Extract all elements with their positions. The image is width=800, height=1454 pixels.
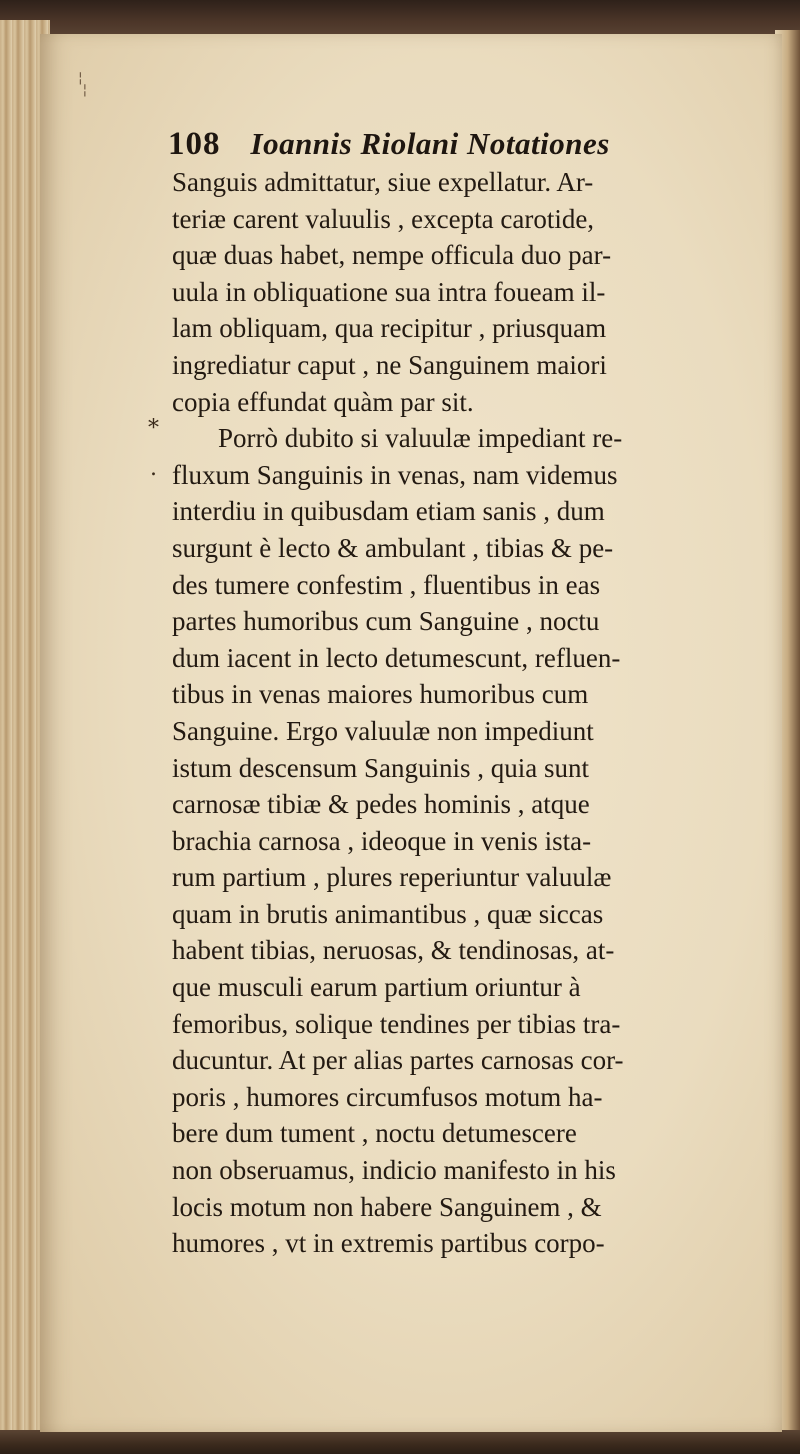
text-line: copia effundat quàm par sit. <box>172 386 474 417</box>
text-line: poris , humores circumfusos motum ha- <box>172 1081 603 1112</box>
page-number: 108 <box>168 126 221 162</box>
text-line: fluxum Sanguinis in venas, nam videmus <box>172 459 618 490</box>
text-line: brachia carnosa , ideoque in venis ista- <box>172 825 592 856</box>
text-line: ingrediatur caput , ne Sanguinem maiori <box>172 349 607 380</box>
text-line: Sanguis admittatur, siue expellatur. Ar- <box>172 167 594 197</box>
margin-asterisk-mark: * <box>148 416 159 441</box>
text-line: istum descensum Sanguinis , quia sunt <box>172 752 589 783</box>
text-line: teriæ carent valuulis , excepta carotide, <box>172 203 595 234</box>
text-line: humores , vt in extremis partibus corpo- <box>172 1228 605 1259</box>
top-binding-edge <box>0 0 800 38</box>
text-line: bere dum tument , noctu detumescere <box>172 1118 577 1149</box>
paragraph-start-line: Porrò dubito si valuulæ impediant re- <box>218 423 623 454</box>
text-line: Sanguine. Ergo valuulæ non impediunt <box>172 715 594 746</box>
text-line: tibus in venas maiores humoribus cum <box>172 679 589 710</box>
text-line: carnosæ tibiæ & pedes hominis , atque <box>172 789 590 820</box>
text-line: rum partium , plures reperiuntur valuulæ <box>172 862 612 893</box>
text-line: lam obliquam, qua recipitur , priusquam <box>172 313 607 344</box>
text-line: locis motum non habere Sanguinem , & <box>172 1191 602 1222</box>
text-line: surgunt è lecto & ambulant , tibias & pe- <box>172 532 614 563</box>
text-line: partes humoribus cum Sanguine , noctu <box>172 606 600 637</box>
text-line: uula in obliquatione sua intra foueam il- <box>172 276 606 307</box>
text-line: quam in brutis animantibus , quæ siccas <box>172 898 604 929</box>
text-line: femoribus, solique tendines per tibias tra- <box>172 1008 621 1039</box>
margin-dot-mark: . <box>150 456 157 481</box>
text-line: quæ duas habet, nempe officula duo par- <box>172 240 612 271</box>
running-head-title: Ioannis Riolani Notationes <box>250 126 610 161</box>
text-line: interdiu in quibusdam etiam sanis , dum <box>172 496 605 527</box>
text-line: des tumere confestim , fluentibus in eas <box>172 569 601 600</box>
text-line: habent tibias, neruosas, & tendinosas, at- <box>172 935 615 966</box>
text-line: dum iacent in lecto detumescunt, refluen- <box>172 642 621 673</box>
bottom-binding-edge <box>0 1430 800 1454</box>
margin-pencil-marks: ¦ ¦ <box>78 70 88 98</box>
body-text <box>172 164 738 1262</box>
text-line: que musculi earum partium oriuntur à <box>172 972 581 1003</box>
text-line: ducuntur. At per alias partes carnosas cor- <box>172 1045 624 1076</box>
text-line: non obseruamus, indicio manifesto in his <box>172 1155 616 1186</box>
